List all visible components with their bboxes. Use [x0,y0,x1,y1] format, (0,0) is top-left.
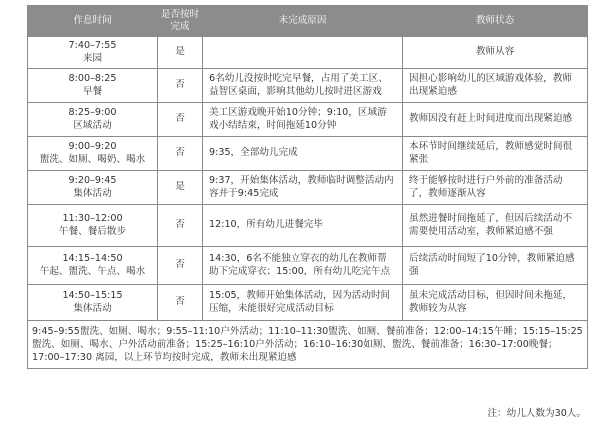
table-row [28,103,588,137]
on-time-cell: 是 [158,37,203,69]
reason-cell: 9:37，开始集体活动，教师临时调整活动内容并于9:45完成 [203,171,403,205]
summary-cell: 9:45–9:55盥洗、如厕、喝水；9:55–11:10户外活动；11:10–11:30盥洗、如厕、餐前准备；12:00–14:15午睡；15:15–15:25盥洗、如厕、喝水、户外活动前准备；15:25–16:10户外活动；16:10–16:30如厕、盥洗、餐前准备；16:30–17:00晚餐；17:00–17:30 离园，以上环节均按时完成，教师未出现紧迫感 [28,321,588,369]
status-cell: 因担心影响幼儿的区域游戏体验，教师出现紧迫感 [403,69,588,103]
on-time-cell: 否 [158,285,203,321]
reason-cell: 14:30，6名不能独立穿衣的幼儿在教师帮助下完成穿衣；15:00，所有幼儿吃完午点 [203,247,403,285]
time-range: 7:40–7:55 [68,40,117,51]
on-time-cell: 否 [158,103,203,137]
status-cell: 本环节时间继续延后，教师感觉时间很紧张 [403,137,588,171]
status-cell: 后续活动时间短了10分钟，教师紧迫感强 [403,247,588,285]
table-header-row [28,6,588,37]
status-cell: 虽未完成活动目标，但因时间未拖延，教师较为从容 [403,285,588,321]
table-row [28,69,588,103]
reason-cell: 美工区游戏晚开始10分钟；9:10，区域游戏小结结束，时间拖延10分钟 [203,103,403,137]
header-on-time: 是否按时完成 [158,6,203,37]
schedule-table-container [27,5,587,369]
on-time-cell: 否 [158,69,203,103]
time-range: 9:00–9:20 [68,141,117,152]
summary-row [28,321,588,369]
time-range: 14:15–14:50 [62,253,123,264]
time-cell [28,171,158,205]
reason-cell: 6名幼儿没按时吃完早餐，占用了美工区、益智区桌面，影响其他幼儿按时进区游戏 [203,69,403,103]
activity-name: 盥洗、如厕、喝奶、喝水 [39,153,146,165]
time-cell [28,205,158,247]
reason-cell: 15:05，教师开始集体活动，因为活动时间压缩，未能很好完成活动目标 [203,285,403,321]
header-reason: 未完成原因 [203,6,403,37]
activity-name: 午餐、餐后散步 [58,225,127,237]
on-time-cell: 否 [158,247,203,285]
time-cell [28,69,158,103]
activity-name: 午起、盥洗、午点、喝水 [39,265,146,277]
activity-name: 区域活动 [73,119,112,131]
reason-cell [203,37,403,69]
activity-name: 早餐 [82,85,103,97]
time-cell [28,285,158,321]
status-cell: 虽然进餐时间拖延了，但因后续活动不需要使用活动室，教师紧迫感不强 [403,205,588,247]
time-range: 8:25–9:00 [68,107,117,118]
time-cell [28,137,158,171]
status-cell: 教师因没有赶上时间进度而出现紧迫感 [403,103,588,137]
activity-name: 集体活动 [73,302,112,314]
header-teacher-status: 教师状态 [403,6,588,37]
activity-name: 集体活动 [73,187,112,199]
table-row [28,247,588,285]
reason-cell: 9:35，全部幼儿完成 [203,137,403,171]
table-row [28,205,588,247]
footnote: 注：幼儿人数为30人。 [487,408,586,419]
schedule-table [27,5,588,369]
time-range: 9:20–9:45 [68,175,117,186]
time-range: 8:00–8:25 [68,73,117,84]
time-cell [28,247,158,285]
table-row [28,285,588,321]
time-range: 11:30–12:00 [62,213,123,224]
time-range: 14:50–15:15 [62,290,123,301]
on-time-cell: 否 [158,137,203,171]
table-row [28,171,588,205]
header-schedule-time: 作息时间 [28,6,158,37]
on-time-cell: 否 [158,205,203,247]
on-time-cell: 是 [158,171,203,205]
activity-name: 来园 [82,52,103,64]
time-cell [28,103,158,137]
table-row [28,37,588,69]
status-cell: 教师从容 [403,37,588,69]
table-row [28,137,588,171]
reason-cell: 12:10，所有幼儿进餐完毕 [203,205,403,247]
time-cell [28,37,158,69]
status-cell: 终于能够按时进行户外前的准备活动了，教师逐渐从容 [403,171,588,205]
